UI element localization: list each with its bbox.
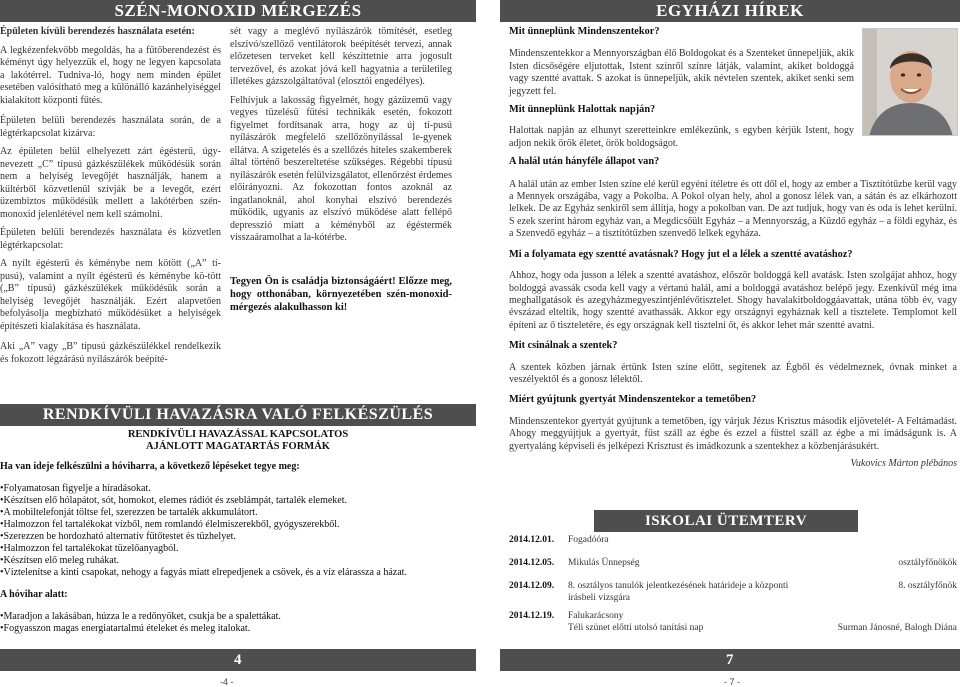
section-banner-egyhazi-hirek: EGYHÁZI HÍREK: [500, 0, 960, 22]
list-item: • Halmozzon fel tartalékokat vízből, nem romlandó élelmiszerekből, gyógyszerekből.: [0, 519, 476, 531]
list-item: • Készítsen elő hólapátot, sót, homokot, elemes rádiót és zseblámpát, tartalék elemeket.: [0, 495, 476, 507]
list-item: • Víztelenítse a kinti csapokat, nehogy a fagyás miatt elrepedjenek a csövek, és a víz elárassza a házat.: [0, 567, 476, 579]
answer-paragraph: Mindenszentekkor a Mennyországban élő Boldogokat és a Szenteket ünnepeljük, akik Isten dicsőségére eljutottak, Istent színről színre látják, valamint, akiket boldoggá vagy szentté avattak. S azokat is ünnepeljük, akik névtelen szentek, akiket senki sem jegyzett fel.: [509, 48, 854, 97]
during-storm-list: [0, 611, 476, 635]
snow-preparation-block: [0, 429, 476, 635]
safety-tagline: Tegyen Ön is családja biztonságáért! Előzze meg, hogy otthonában, környezetében szén-monoxid-mérgezés alakulhasson ki!: [230, 275, 452, 313]
co-column-1: [0, 26, 221, 372]
paragraph: A legkézenfekvőbb megoldás, ha a fűtőberendezést és kéményt úgy helyezzük el, hogy ne legyen kapcsolata a lakótérrel. Tudniva-ló, hogy nem minden épület esetében valósítható meg a különálló kazánhelyiséggel kialakított központi fűtés.: [0, 44, 221, 106]
answer-paragraph: Mindenszentekor gyertyát gyújtunk a temetőben, így várjuk Jézus Krisztus második eljövetelét- A Feltámadást. Ahogy meggyújtjuk a gyertyát, fűst száll az égbe és ezzel a füsttel száll az égbe a mi imádságunk is. A gyertyaláng képviseli és jelképezi Krisztust és imádkozunk a szentekhez a közbenjárásukért.: [509, 415, 957, 452]
question-heading: Mit ünneplünk Mindenszentekor?: [509, 26, 660, 37]
schedule-event: 8. osztályos tanulók jelentkezésének határideje a központi írásbeli vizsgára: [568, 581, 789, 603]
co-column-2: [230, 26, 452, 320]
list-item: • Készítsen elő meleg ruhákat.: [0, 555, 476, 567]
intro-text: Ha van ideje felkészülni a hóviharra, a következő lépéseket tegye meg:: [0, 461, 300, 472]
page-footer-left: -4 -: [220, 677, 234, 687]
question-heading: Mi a folyamata egy szentté avatásnak? Hogy jut el a lélek a szentté avatáshoz?: [509, 248, 853, 260]
answer-paragraph: Ahhoz, hogy oda jusson a lélek a szentté avatáshoz, először boldoggá kell avatásk. Isten szolgájat ahhoz, hogy boldoggá avassák csoda kell vagy a vértanú halál, ami a boldoggá avatáshoz belépő jegy. Ezenkívül még ima meghallgatások és azegyházmegyeszintjénlévőtisztelet. Shogy havalakitboldoggáavattak, utána több év, vagy évszázad elteltik, hogy szentté avathassák. Akkor egy országnyi egyháznak kell a tisztelete. Templomot kell építeni az ő tiszteletére, és egy országnak kell tisztelni őt, és akkor lehet már szentté avatni.: [509, 270, 957, 331]
schedule-responsible: osztályfőnökök: [898, 558, 957, 568]
schedule-event: Fogadóóra: [568, 535, 609, 545]
paragraph: A nyílt égésterű és kéménybe nem kötött („A” tí-pusú), valamint a nyílt égésterű és kéménybe kö-tött („B” típusú) gázkészülékek működésük során a helyiség levegőjét használják. Ezért alapvetően befolyásolja megbízható működésüket a helyiségek építészeti kialakítása és használata.: [0, 258, 221, 332]
schedule-date: 2014.12.19.: [509, 611, 555, 621]
list-item: • Maradjon a lakásában, húzza le a redőnyöket, csukja be a spalettákat.: [0, 611, 476, 623]
answer-paragraph: Halottak napján az elhunyt szeretteinkre emlékezünk, s egyben kérjük Istent, hogy adjon nekik örök életet, örök boldogságot.: [509, 125, 854, 149]
section-banner-iskolai-utemterv: ISKOLAI ÜTEMTERV: [594, 510, 858, 532]
page-footer-right: - 7 -: [724, 677, 741, 687]
answer-paragraph: A halál után az ember Isten színe elé kerül egyéni ítéletre és ott dől el, hogy az ember a Tisztítótűzbe kerül vagy a Mennyek országába, vagy a Pokolba. A Pokol olyan hely, ahol a gonosz lélek van, a sátán és az elkárhozott lelkek. De az Egyház senkiről sem állítja, hogy a pokolban van. De azt tudjuk, hogy van és oda is lehet kerülni. S ezek szerint három egyház van, a Megdicsőült Egyház – a Mennyország, a Küzdő egyház – a földi egyház, és a Szenvedő egyház – a tisztítótűzben szenvedő lelkek egyháza.: [509, 178, 957, 240]
subheading: RENDKÍVÜLI HAVAZÁSSAL KAPCSOLATOS: [127, 429, 349, 440]
schedule-row: [509, 580, 957, 610]
schedule-event: Falukarácsony Téli szünet előtti utolsó tanítási nap: [568, 611, 704, 633]
page-number-banner-right: 7: [500, 649, 960, 671]
schedule-event: Mikulás Ünnepség: [568, 558, 640, 568]
preparation-list: [0, 483, 476, 579]
list-item: • Halmozzon fel tartalékokat tüzelőanyagból.: [0, 543, 476, 555]
schedule-date: 2014.12.01.: [509, 535, 555, 545]
page-number-banner-left: 4: [0, 649, 476, 671]
list-item: • Fogyasszon magas energiatartalmú ételeket és meleg italokat.: [0, 623, 476, 635]
question-heading: Miért gyújtunk gyertyát Mindenszentekor a temetőben?: [509, 394, 757, 406]
answer-paragraph: A szentek közben járnak értünk Isten színe előtt, segítenek az Égből és védelmeznek, óvnak minket a veszélyektől és a gonosz lélektől.: [509, 361, 957, 385]
section-banner-szen-monoxid: SZÉN-MONOXID MÉRGEZÉS: [0, 0, 476, 22]
list-item: • A mobiltelefonját töltse fel, szerezzen be tartalék akkumulátort.: [0, 507, 476, 519]
section-heading: Épületen kívüli berendezés használata esetén:: [0, 26, 195, 37]
schedule-row: [509, 534, 957, 557]
section-banner-havazas: RENDKÍVÜLI HAVAZÁSRA VALÓ FELKÉSZÜLÉS: [0, 404, 476, 426]
paragraph: sét vagy a meglévő nyílászárók tömítését, esetleg elszívó/szellőző ventilátorok beépítését tervezi, annak előzetesen terveket kell készíttetnie arra jogosult tervezővel, és azokat jóvá kell hagyatnia a területileg illetékes gázszolgáltatóval (elosztói engedélyes).: [230, 26, 452, 87]
schedule-responsible: Surman Jánosné, Balogh Diána: [837, 623, 957, 633]
subheading: AJÁNLOTT MAGATARTÁS FORMÁK: [146, 441, 330, 452]
list-item: • Folyamatosan figyelje a híradásokat.: [0, 483, 476, 495]
list-item: • Szerezzen be hordozható alternatív fűtőtestet és tüzhelyet.: [0, 531, 476, 543]
question-heading: Mit csinálnak a szentek?: [509, 340, 618, 352]
section-heading: Épületen belüli berendezés használata és közvetlen légtérkapcsolat:: [0, 227, 221, 251]
signature: Vukovics Márton plébános: [850, 457, 957, 469]
section-heading: Épületen belüli berendezés használata során, de a légtérkapcsolat kizárva:: [0, 115, 221, 139]
schedule-responsible: 8. osztályfőnök: [898, 581, 957, 591]
schedule-row: [509, 610, 957, 638]
paragraph: Aki „A” vagy „B” típusú gázkészülékkel rendelkezik és fokozott légzárású nyílászárók beépíté-: [0, 341, 221, 365]
schedule-row: [509, 557, 957, 580]
schedule-date: 2014.12.09.: [509, 581, 555, 591]
during-storm-heading: A hóvihar alatt:: [0, 588, 68, 600]
paragraph: Felhívjuk a lakosság figyelmét, hogy gázüzemű vagy vegyes tüzelésű fűtési technikák esetén, fokozott figyelmet fordítsanak arra, hogy az új tí-pusú nyílászárók megfelelő szellőzönyílással le-gyenek ellátva. A szigetelés és a szellőzés hiteles szakemberek által történő beszereltetése szükséges. Régebbi típusú nyílászárók esetén felülvizsgálatot, ellenőrzést érdemes előirányozni. Az fokozottan fontos azoknál az ingatlanoknál, ahol konyhai elszívó berendezés működik, ugyanis az elszívó működése alatt fellépő depresszió miatt a kéményből az égéstermék visszaáramolhat a la-kótérbe.: [230, 94, 452, 243]
church-news-column: [509, 26, 957, 470]
question-heading: Mit ünneplünk Halottak napján?: [509, 104, 656, 116]
question-heading: A halál után hányféle állapot van?: [509, 156, 660, 168]
schedule-date: 2014.12.05.: [509, 558, 555, 568]
school-schedule: [509, 534, 957, 638]
paragraph: Az épületen belül elhelyezett zárt égésterű, úgy-nevezett „C” típusú gázkészülékek működésük során nem a helyiség levegőjét használják, hanem a kültérből közvetlenül szívják be a levegőt, ezért üzembiztos működésük mellett a lakótérben szén-monoxid jelenlétével nem kell számolni.: [0, 146, 221, 220]
